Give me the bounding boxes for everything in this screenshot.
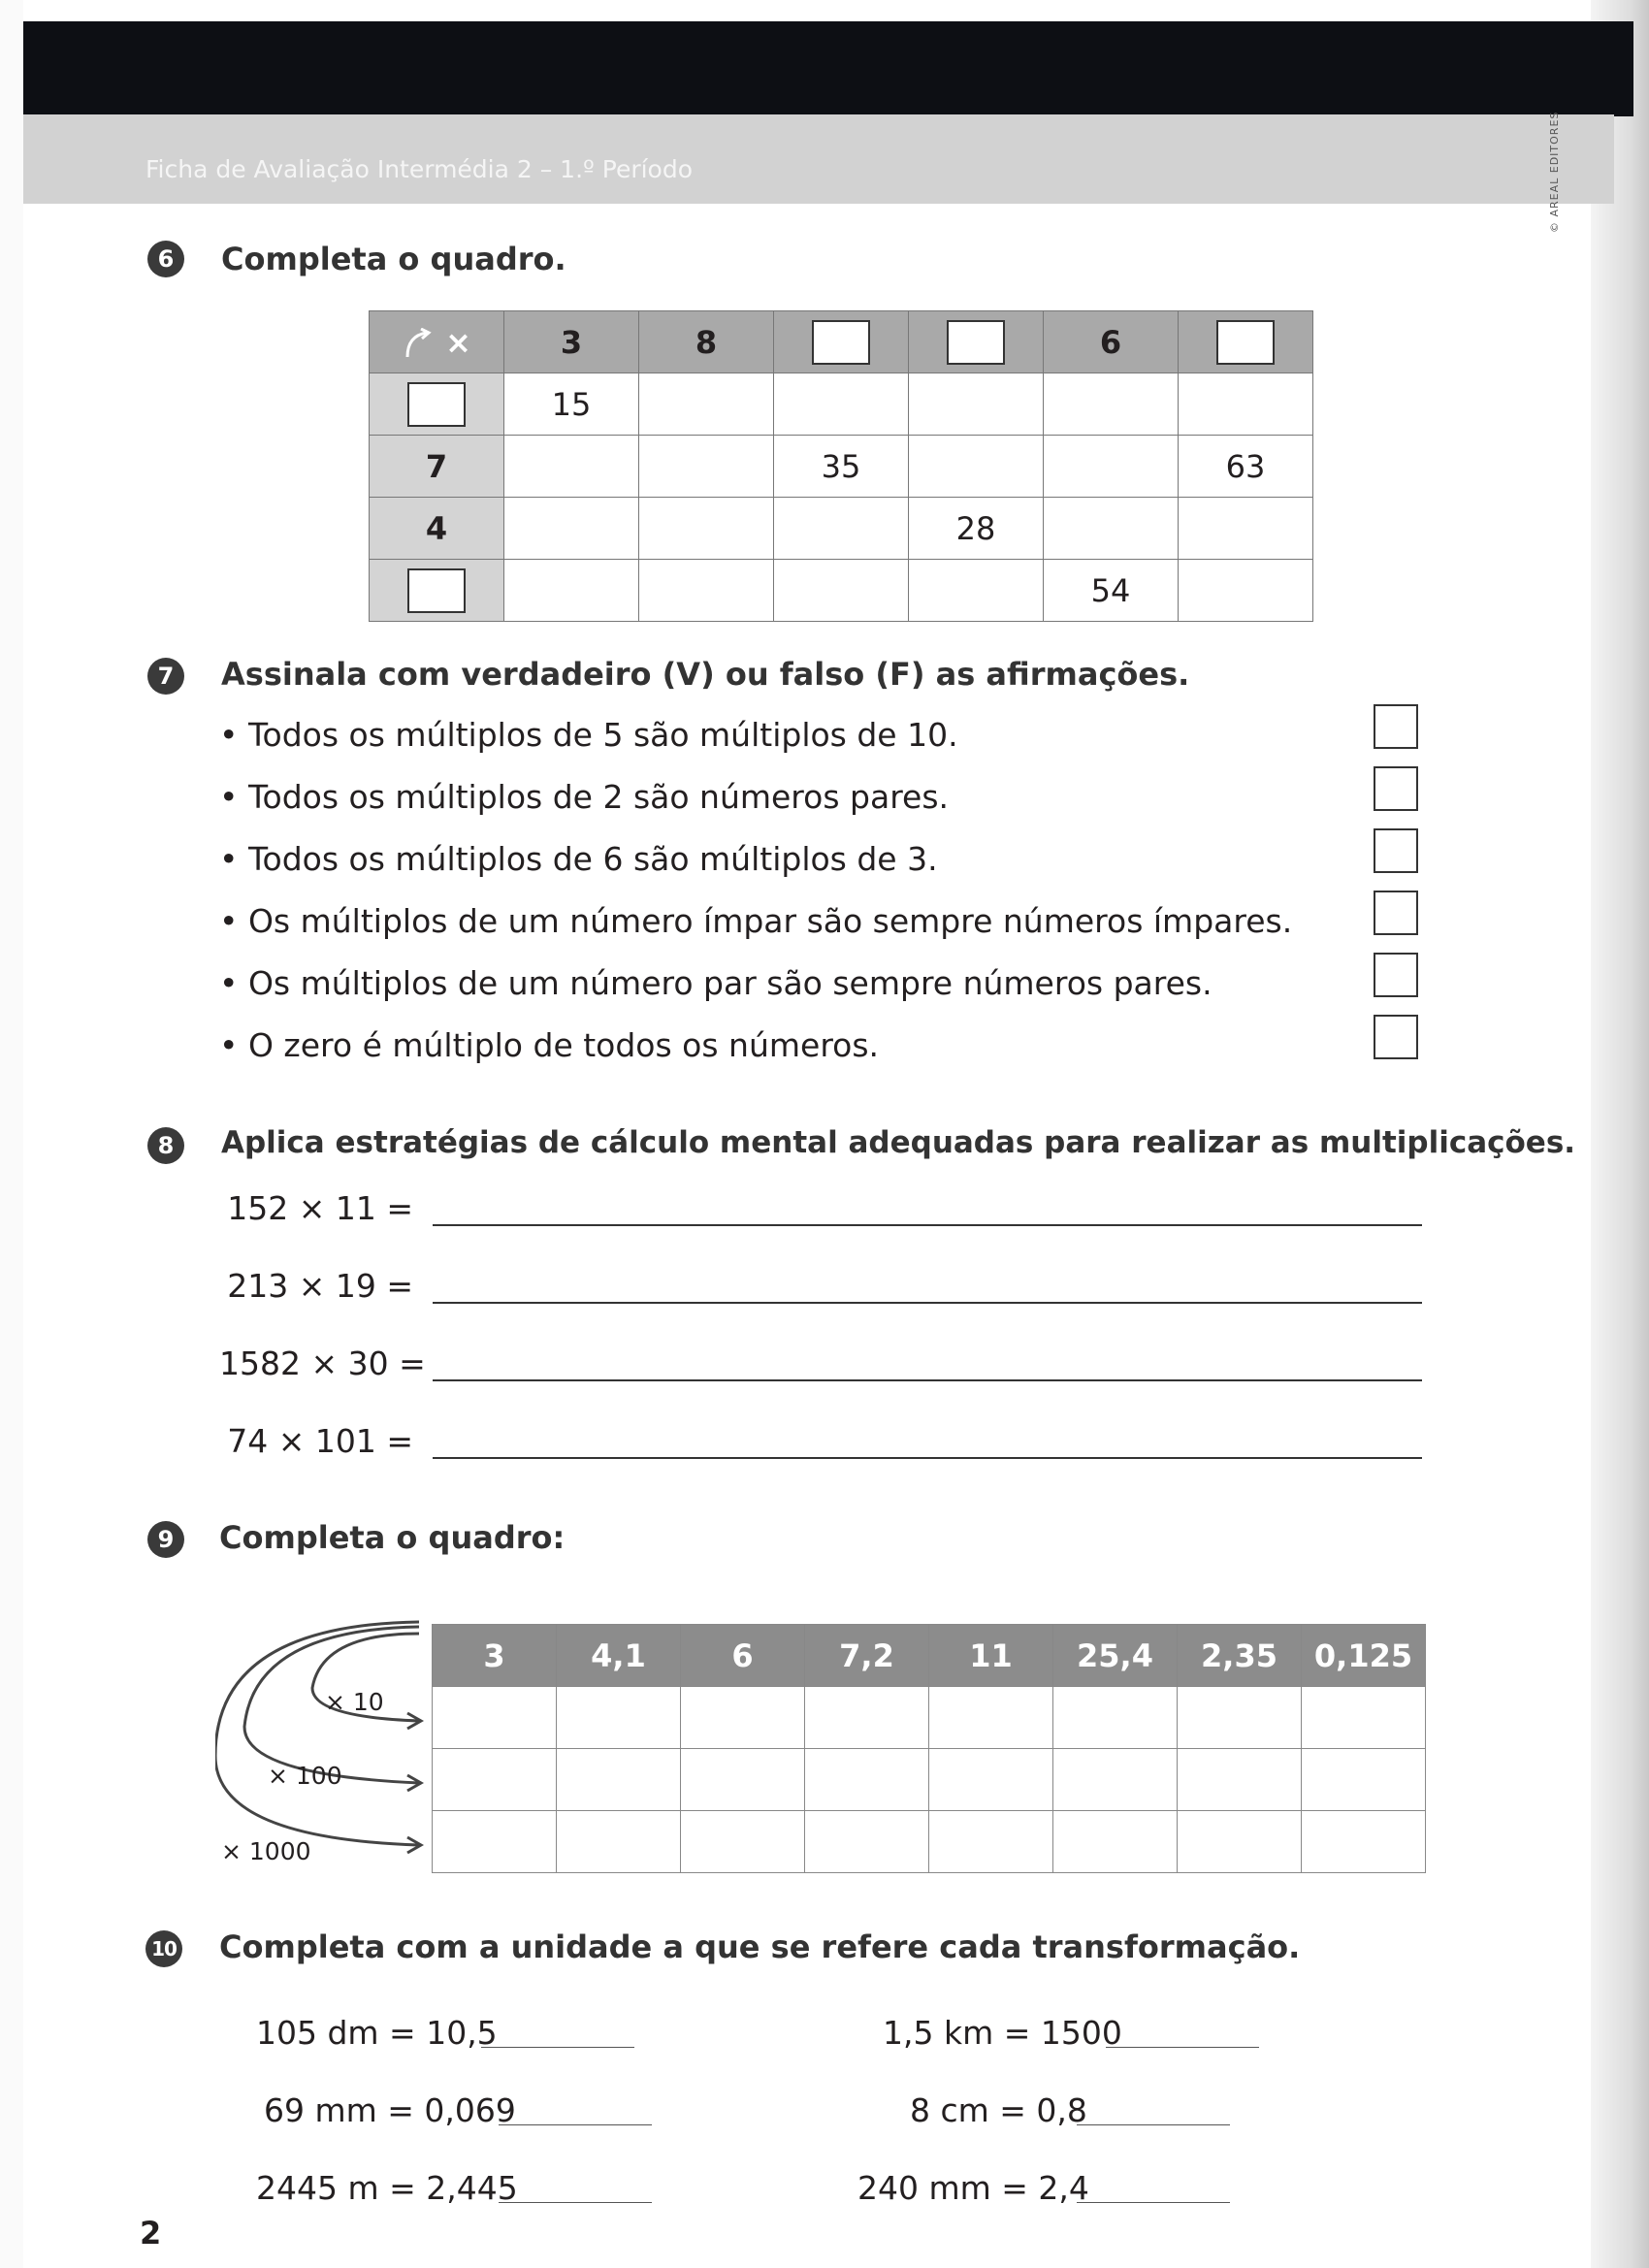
column-header: 3 bbox=[504, 311, 639, 373]
calculation-4: 74 × 101 = bbox=[227, 1422, 413, 1460]
column-header-blank[interactable] bbox=[1179, 311, 1313, 373]
table-cell[interactable] bbox=[909, 560, 1044, 622]
conversion-right-2: 8 cm = 0,8 bbox=[910, 2091, 1087, 2129]
conversion-right-3: 240 mm = 2,4 bbox=[857, 2169, 1089, 2207]
table-header-row bbox=[370, 311, 1313, 373]
column-header: 6 bbox=[681, 1625, 805, 1687]
column-header: 6 bbox=[1044, 311, 1179, 373]
table-cell[interactable] bbox=[805, 1687, 929, 1749]
vf-answer-box[interactable] bbox=[1374, 891, 1418, 935]
unit-answer-line[interactable] bbox=[1077, 2202, 1230, 2203]
question-8-number: 8 bbox=[147, 1127, 184, 1164]
multiplier-label: × 10 bbox=[325, 1688, 384, 1716]
table-cell[interactable] bbox=[1179, 373, 1313, 436]
row-header: 7 bbox=[370, 436, 504, 498]
table-cell[interactable] bbox=[1044, 436, 1179, 498]
conversion-left-2: 69 mm = 0,069 bbox=[264, 2091, 516, 2129]
table-cell[interactable] bbox=[433, 1749, 557, 1811]
blank-answer-box[interactable] bbox=[1216, 320, 1275, 365]
table-cell[interactable]: 54 bbox=[1044, 560, 1179, 622]
blank-answer-box[interactable] bbox=[812, 320, 870, 365]
table-cell[interactable] bbox=[681, 1687, 805, 1749]
column-header: 0,125 bbox=[1302, 1625, 1426, 1687]
question-9-title: Completa o quadro: bbox=[219, 1519, 566, 1556]
table-cell[interactable] bbox=[1053, 1687, 1178, 1749]
table-cell[interactable] bbox=[1044, 498, 1179, 560]
table-cell[interactable] bbox=[504, 560, 639, 622]
column-header-blank[interactable] bbox=[909, 311, 1044, 373]
table-cell[interactable] bbox=[433, 1687, 557, 1749]
question-8-title: Aplica estratégias de cálculo mental adequadas para realizar as multiplicações. bbox=[221, 1125, 1576, 1160]
question-10-number: 10 bbox=[146, 1930, 182, 1967]
table-row bbox=[433, 1687, 1426, 1749]
question-7-number: 7 bbox=[147, 658, 184, 695]
table-cell[interactable] bbox=[1178, 1749, 1302, 1811]
statement-2: • Todos os múltiplos de 2 são números pares. bbox=[219, 778, 950, 816]
question-9-number: 9 bbox=[147, 1521, 184, 1558]
answer-line[interactable] bbox=[433, 1224, 1422, 1226]
table-row bbox=[370, 436, 1313, 498]
table-cell[interactable] bbox=[1302, 1811, 1426, 1873]
table-corner bbox=[370, 311, 504, 373]
blank-answer-box[interactable] bbox=[947, 320, 1005, 365]
page-number: 2 bbox=[140, 2215, 162, 2252]
scan-edge-right bbox=[1591, 0, 1649, 2268]
column-header: 8 bbox=[639, 311, 774, 373]
question-6-title: Completa o quadro. bbox=[221, 241, 566, 277]
calculation-1: 152 × 11 = bbox=[227, 1189, 413, 1227]
table-cell[interactable] bbox=[1302, 1749, 1426, 1811]
table-cell[interactable] bbox=[1179, 560, 1313, 622]
table-cell[interactable] bbox=[639, 498, 774, 560]
table-cell[interactable] bbox=[1053, 1749, 1178, 1811]
table-cell[interactable]: 63 bbox=[1179, 436, 1313, 498]
statement-5: • Os múltiplos de um número par são sempre números pares. bbox=[219, 964, 1212, 1002]
column-header: 3 bbox=[433, 1625, 557, 1687]
scan-top-bar bbox=[23, 21, 1633, 116]
statement-3: • Todos os múltiplos de 6 são múltiplos de 3. bbox=[219, 840, 938, 878]
statement-6: • O zero é múltiplo de todos os números. bbox=[219, 1026, 880, 1064]
table-header-row bbox=[433, 1625, 1426, 1687]
table-cell[interactable] bbox=[1044, 373, 1179, 436]
vf-answer-box[interactable] bbox=[1374, 766, 1418, 811]
table-cell[interactable] bbox=[557, 1687, 681, 1749]
table-row bbox=[370, 560, 1313, 622]
row-header-blank[interactable] bbox=[370, 560, 504, 622]
table-cell[interactable] bbox=[639, 436, 774, 498]
row-header: 4 bbox=[370, 498, 504, 560]
answer-line[interactable] bbox=[433, 1302, 1422, 1304]
scan-edge-left bbox=[0, 0, 23, 2268]
calculation-3: 1582 × 30 = bbox=[219, 1345, 426, 1382]
header-title: Ficha de Avaliação Intermédia 2 – 1.º Período bbox=[146, 155, 694, 183]
unit-answer-line[interactable] bbox=[481, 2047, 634, 2048]
statement-1: • Todos os múltiplos de 5 são múltiplos de 10. bbox=[219, 716, 958, 754]
table-cell[interactable] bbox=[929, 1811, 1053, 1873]
vf-answer-box[interactable] bbox=[1374, 1015, 1418, 1059]
blank-answer-box[interactable] bbox=[407, 568, 466, 613]
table-row bbox=[433, 1749, 1426, 1811]
table-cell[interactable] bbox=[929, 1687, 1053, 1749]
table-cell[interactable] bbox=[909, 373, 1044, 436]
table-cell[interactable] bbox=[557, 1811, 681, 1873]
table-cell[interactable] bbox=[1302, 1687, 1426, 1749]
conversion-left-1: 105 dm = 10,5 bbox=[256, 2014, 498, 2052]
table-row bbox=[370, 498, 1313, 560]
decimal-multiplication-table bbox=[432, 1624, 1426, 1873]
answer-line[interactable] bbox=[433, 1457, 1422, 1459]
table-cell[interactable] bbox=[1179, 498, 1313, 560]
table-cell[interactable] bbox=[557, 1749, 681, 1811]
table-cell[interactable] bbox=[909, 436, 1044, 498]
row-header-blank[interactable] bbox=[370, 373, 504, 436]
table-cell[interactable] bbox=[774, 560, 909, 622]
column-header: 4,1 bbox=[557, 1625, 681, 1687]
table-cell[interactable] bbox=[639, 373, 774, 436]
unit-answer-line[interactable] bbox=[499, 2202, 652, 2203]
calculation-2: 213 × 19 = bbox=[227, 1267, 413, 1305]
table-row bbox=[433, 1811, 1426, 1873]
table-cell[interactable]: 35 bbox=[774, 436, 909, 498]
column-header: 7,2 bbox=[805, 1625, 929, 1687]
question-10-title: Completa com a unidade a que se refere cada transformação. bbox=[219, 1928, 1301, 1965]
publisher-credit: © AREAL EDITORES bbox=[1548, 111, 1561, 233]
multiplication-table bbox=[369, 310, 1313, 622]
unit-answer-line[interactable] bbox=[499, 2124, 652, 2125]
blank-answer-box[interactable] bbox=[407, 382, 466, 427]
question-7-title: Assinala com verdadeiro (V) ou falso (F) as afirmações. bbox=[221, 656, 1190, 693]
table-cell[interactable] bbox=[1053, 1811, 1178, 1873]
vf-answer-box[interactable] bbox=[1374, 828, 1418, 873]
multiplier-arrows bbox=[215, 1620, 429, 1872]
table-cell[interactable] bbox=[774, 373, 909, 436]
table-cell[interactable] bbox=[805, 1811, 929, 1873]
column-header: 2,35 bbox=[1178, 1625, 1302, 1687]
table-cell[interactable]: 15 bbox=[504, 373, 639, 436]
multiplier-label: × 1000 bbox=[221, 1837, 311, 1865]
table-cell[interactable] bbox=[504, 498, 639, 560]
column-header: 25,4 bbox=[1053, 1625, 1178, 1687]
answer-line[interactable] bbox=[433, 1379, 1422, 1381]
unit-answer-line[interactable] bbox=[1077, 2124, 1230, 2125]
table-cell[interactable] bbox=[639, 560, 774, 622]
unit-answer-line[interactable] bbox=[1106, 2047, 1259, 2048]
multiply-symbol: × bbox=[445, 323, 471, 361]
table-cell[interactable] bbox=[504, 436, 639, 498]
multiplier-label: × 100 bbox=[268, 1762, 342, 1790]
question-6-number: 6 bbox=[147, 241, 184, 277]
conversion-left-3: 2445 m = 2,445 bbox=[256, 2169, 518, 2207]
vf-answer-box[interactable] bbox=[1374, 704, 1418, 749]
column-header-blank[interactable] bbox=[774, 311, 909, 373]
table-cell[interactable] bbox=[805, 1749, 929, 1811]
conversion-right-1: 1,5 km = 1500 bbox=[883, 2014, 1122, 2052]
table-cell[interactable] bbox=[681, 1749, 805, 1811]
table-row bbox=[370, 373, 1313, 436]
table-cell[interactable] bbox=[1178, 1687, 1302, 1749]
statement-4: • Os múltiplos de um número ímpar são sempre números ímpares. bbox=[219, 902, 1293, 940]
curved-arrow-icon bbox=[402, 328, 435, 361]
table-cell[interactable] bbox=[929, 1749, 1053, 1811]
table-cell[interactable] bbox=[1178, 1811, 1302, 1873]
table-cell[interactable] bbox=[681, 1811, 805, 1873]
vf-answer-box[interactable] bbox=[1374, 953, 1418, 997]
column-header: 11 bbox=[929, 1625, 1053, 1687]
table-cell[interactable] bbox=[433, 1811, 557, 1873]
table-cell[interactable] bbox=[774, 498, 909, 560]
table-cell[interactable]: 28 bbox=[909, 498, 1044, 560]
